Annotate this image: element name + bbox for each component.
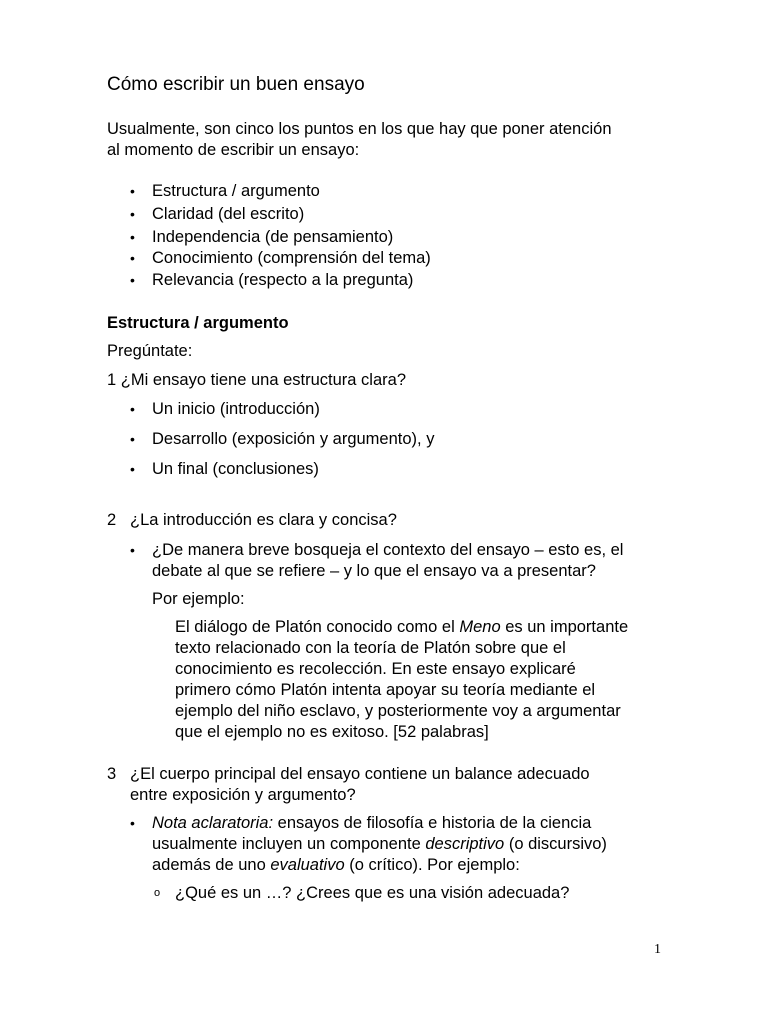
list-item: Un inicio (introducción) (152, 400, 320, 418)
example-line-5: ejemplo del niño esclavo, y posteriormente voy a argumentar (175, 702, 621, 720)
question-2: ¿La introducción es clara y concisa? (130, 511, 397, 529)
page-number: 1 (654, 942, 661, 957)
note-label: Nota aclaratoria: (152, 814, 274, 832)
ask-label: Pregúntate: (107, 342, 193, 360)
intro-line-2: al momento de escribir un ensayo: (107, 141, 360, 159)
question-3-number: 3 (107, 765, 117, 783)
list-bullet: • (130, 206, 135, 222)
example-line-3: conocimiento es recolección. En este ensayo explicaré (175, 660, 576, 678)
list-item: Relevancia (respecto a la pregunta) (152, 271, 414, 289)
list-bullet: • (130, 401, 135, 417)
example-line-4: primero cómo Platón intenta apoyar su teoría mediante el (175, 681, 596, 699)
question-3-line-1: ¿El cuerpo principal del ensayo contiene un balance adecuado (130, 765, 590, 783)
list-bullet: • (130, 229, 135, 245)
list-item: Independencia (de pensamiento) (152, 228, 394, 246)
question-2-number: 2 (107, 511, 117, 529)
example-label: Por ejemplo: (152, 590, 245, 608)
list-bullet: • (130, 461, 135, 477)
example-line-6: que el ejemplo no es exitoso. [52 palabras] (175, 723, 489, 741)
list-item: Conocimiento (comprensión del tema) (152, 249, 431, 267)
example-line-1: El diálogo de Platón conocido como el Meno es un importante (175, 618, 629, 636)
document-title: Cómo escribir un buen ensayo (107, 74, 365, 95)
list-bullet: • (130, 250, 135, 266)
note-line-2: usualmente incluyen un componente descriptivo (o discursivo) (152, 835, 607, 853)
question-1: 1 ¿Mi ensayo tiene una estructura clara? (107, 371, 406, 389)
list-bullet: • (130, 431, 135, 447)
note-line-3: además de uno evaluativo (o crítico). Por ejemplo: (152, 856, 520, 874)
question-3-line-2: entre exposición y argumento? (130, 786, 356, 804)
list-item: Estructura / argumento (152, 182, 320, 200)
q2-bullet-line-2: debate al que se refiere – y lo que el ensayo va a presentar? (152, 562, 596, 580)
list-item: Desarrollo (exposición y argumento), y (152, 430, 435, 448)
list-bullet: • (130, 542, 135, 558)
list-item: Claridad (del escrito) (152, 205, 305, 223)
example-title-italic: Meno (459, 618, 501, 636)
list-bullet: • (130, 272, 135, 288)
sub-list-item: ¿Qué es un …? ¿Crees que es una visión adecuada? (175, 884, 570, 902)
example-line-2: texto relacionado con la teoría de Platón sobre que el (175, 639, 566, 657)
section-heading: Estructura / argumento (107, 314, 289, 332)
intro-line-1: Usualmente, son cinco los puntos en los que hay que poner atención (107, 120, 612, 138)
list-bullet: • (130, 815, 135, 831)
note-line-1: Nota aclaratoria: ensayos de filosofía e historia de la ciencia (152, 814, 592, 832)
list-item: Un final (conclusiones) (152, 460, 319, 478)
list-bullet: • (130, 183, 135, 199)
q2-bullet-line-1: ¿De manera breve bosqueja el contexto del ensayo – esto es, el (152, 541, 624, 559)
sub-bullet: o (154, 887, 161, 899)
